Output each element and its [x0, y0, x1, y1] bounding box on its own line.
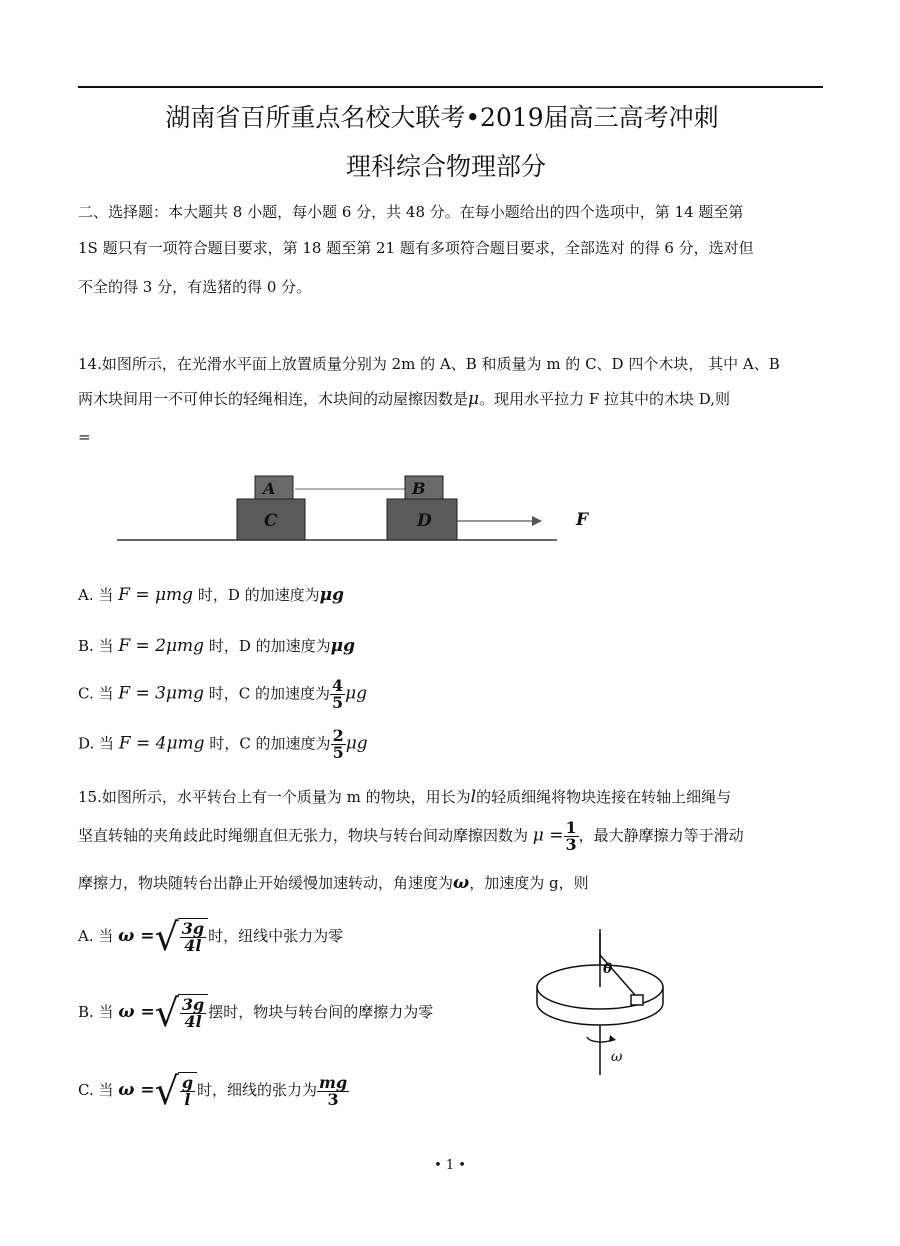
label-b: B	[412, 479, 426, 498]
q14-option-b	[78, 635, 355, 656]
label-d: D	[417, 511, 432, 531]
q14-option-a	[78, 584, 344, 605]
q14-option-b-mid: 时，D 的加速度为	[208, 637, 331, 655]
q15-option-a-prefix: A. 当	[78, 927, 114, 945]
q15-turntable-figure	[525, 925, 685, 1085]
q15-option-c	[78, 1069, 349, 1113]
theta-label: θ	[603, 961, 613, 977]
q14-option-a-tail: μg	[319, 585, 344, 605]
q15-stem-2b: ，最大静摩擦力等于滑动	[578, 826, 744, 845]
q15-option-c-frac-num: mg	[319, 1072, 348, 1092]
q15-option-a-rad-den: 4l	[180, 937, 206, 954]
q15-mu-fraction	[564, 820, 579, 853]
q14-option-c-frac-den: 5	[332, 693, 344, 712]
q14-stem-text-b: 。现用水平拉力 F 拉其中的木块 D,则	[479, 390, 731, 408]
q15-option-b-sqrt: √ $\frac{3g}{4l}$	[155, 994, 209, 1032]
q15-option-b-prefix: B. 当	[78, 1003, 114, 1021]
q15-stem-3b: ，加速度为 g，则	[469, 874, 589, 892]
q15-stem-line-2	[78, 820, 744, 853]
q15-stem-2a: 坚直转轴的夹角歧此时绳绷直但无张力，物块与转台间动摩擦因数为	[78, 826, 529, 845]
q15-option-a-sqrt: √ $\frac{3g}{4l}$	[155, 918, 209, 956]
q14-option-d-mid: 时，C 的加速度为	[209, 734, 331, 753]
q14-stem-line-2	[78, 388, 730, 409]
q15-option-b-rad-num: 3g	[181, 995, 205, 1014]
q14-option-c-mid: 时，C 的加速度为	[208, 684, 331, 703]
q14-option-b-eq: F = 2μmg	[118, 636, 205, 656]
q15-option-a-tail: 时，纽线中张力为零	[208, 927, 344, 945]
force-arrow-head	[532, 516, 542, 526]
q14-option-a-prefix: A. 当	[78, 586, 114, 604]
q14-option-d-fraction	[331, 728, 346, 761]
q15-option-c-rad-num: g	[181, 1073, 194, 1092]
q15-option-a-eq: ω =	[118, 926, 155, 946]
q15-option-c-frac-den: 3	[317, 1091, 349, 1108]
label-f: F	[576, 510, 589, 530]
q14-stem-line-1: 14.如图所示，在光滑水平面上放置质量分别为 2m 的 A、B 和质量为 m 的 C、D 四个木块， 其中 A、B	[78, 355, 780, 373]
instructions-line-3: 不全的得 3 分，有选猪的得 0 分。	[78, 278, 312, 296]
q15-omega-symbol: ω	[453, 873, 470, 893]
q15-option-c-prefix: C. 当	[78, 1081, 114, 1099]
q14-option-d-prefix: D. 当	[78, 734, 115, 753]
q15-mu-eq: μ =	[532, 825, 564, 846]
q15-option-c-sqrt: √ $\frac{g}{l}$	[155, 1072, 197, 1110]
q15-option-a	[78, 915, 344, 959]
q14-option-c-fraction	[330, 678, 345, 711]
rotation-arrow-head	[609, 1035, 616, 1042]
q15-option-b	[78, 991, 434, 1035]
page-number: • 1 •	[434, 1158, 466, 1173]
top-rule	[78, 86, 823, 88]
q15-l-symbol: l	[470, 787, 477, 807]
q14-option-d-frac-den: 5	[332, 743, 344, 762]
page-subtitle: 理科综合物理部分	[345, 152, 546, 181]
label-a: A	[263, 479, 276, 498]
q15-stem-1a: 15.如图所示，水平转台上有一个质量为 m 的物块，用长为	[78, 788, 471, 806]
q15-option-c-eq: ω =	[118, 1080, 155, 1100]
q14-option-c-frac-num: 4	[332, 676, 344, 695]
q15-stem-line-1	[78, 786, 731, 807]
q14-option-a-eq: F = μmg	[118, 585, 194, 605]
q14-mu-symbol: μ	[468, 389, 480, 409]
instructions-line-1: 二、选择题：本大题共 8 小题，每小题 6 分，共 48 分。在每小题给出的四个选项中，第 14 题至第	[78, 203, 744, 221]
q15-stem-3a: 摩擦力，物块随转台出静止开始缓慢加速转动，角速度为	[78, 874, 454, 892]
q15-option-c-tail: 时，细线的张力为	[197, 1081, 318, 1099]
q14-stem-line-3: =	[78, 428, 91, 446]
q14-option-a-mid: 时，D 的加速度为	[197, 586, 320, 604]
page-title: 湖南省百所重点名校大联考•2019届高三高考冲刺	[165, 103, 719, 132]
q14-option-c-tail: μg	[345, 683, 368, 704]
q15-option-c-rad-den: l	[180, 1091, 195, 1108]
instructions-line-2: 1S 题只有一项符合题目要求，第 18 题至第 21 题有多项符合题目要求，全部选对 的得 6 分，选对但	[78, 239, 754, 257]
label-c: C	[264, 511, 278, 531]
q15-stem-1b: 的轻质细绳将物块连接在转轴上细绳与	[476, 788, 732, 806]
q15-option-c-fraction	[317, 1072, 349, 1109]
q15-stem-line-3	[78, 872, 589, 893]
omega-label: ω	[611, 1049, 623, 1065]
q15-mu-num: 1	[565, 818, 577, 837]
q14-blocks-figure	[112, 462, 612, 552]
q14-option-d	[78, 728, 368, 761]
q14-option-c-prefix: C. 当	[78, 684, 114, 703]
q14-option-b-tail: μg	[330, 636, 355, 656]
q15-mu-den: 3	[565, 835, 577, 854]
q14-option-d-eq: F = 4μmg	[118, 733, 205, 754]
q14-option-c	[78, 678, 367, 711]
q15-option-b-tail: 摆时，物块与转台间的摩擦力为零	[208, 1003, 434, 1021]
q14-option-d-frac-num: 2	[332, 726, 344, 745]
q14-option-c-eq: F = 3μmg	[118, 683, 204, 704]
block-on-turntable	[631, 995, 643, 1005]
q14-stem-text-a: 两木块间用一不可伸长的轻绳相连，木块间的动屋擦因数是	[78, 390, 469, 408]
q14-option-d-tail: μg	[345, 733, 368, 754]
q15-option-b-eq: ω =	[118, 1002, 155, 1022]
q14-option-b-prefix: B. 当	[78, 637, 114, 655]
q15-option-b-rad-den: 4l	[180, 1013, 206, 1030]
q15-option-a-rad-num: 3g	[181, 919, 205, 938]
